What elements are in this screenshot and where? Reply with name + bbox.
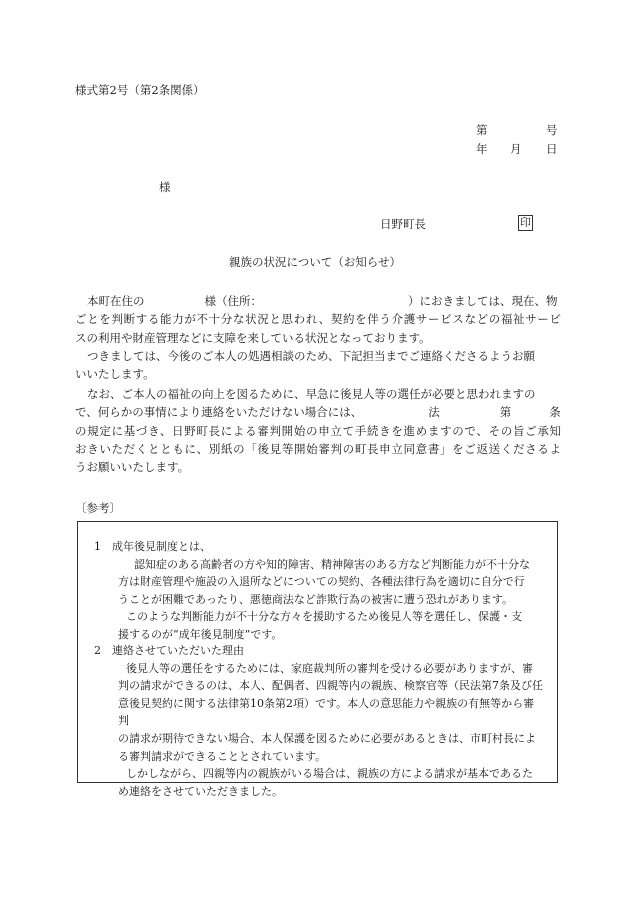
ref2-line3: 意後見契約に関する法律第10条第2項）です。本人の意思能力や親族の有無等から審判 bbox=[118, 696, 535, 728]
document-number-go: 号 bbox=[546, 123, 558, 137]
p1-resident: 本町在住の bbox=[87, 294, 145, 308]
seal-mark: 印 bbox=[520, 216, 531, 229]
p2-line1: つきましては、今後のご本人の処遇相談のため、下記担当までご連絡くださるようお願 bbox=[87, 349, 536, 363]
ref1-line1: 認知症のある高齢者の方や知的障害、精神障害のある方など判断能力が不十分な bbox=[134, 557, 530, 571]
p1-line2: ごとを判断する能力が不十分な状況と思われ、契約を伴う介護サービスなどの福祉サービ bbox=[75, 312, 561, 327]
form-number: 様式第2号（第2条関係） bbox=[75, 83, 205, 97]
ref2-line6: しかしながら、四親等内の親族がいる場合は、親族の方による請求が基本であるた bbox=[126, 767, 533, 781]
p3-law: 法 bbox=[428, 405, 440, 420]
p3-line5: うお願いいたします。 bbox=[75, 460, 190, 475]
ref1-line5: 援するのが“成年後見制度”です。 bbox=[118, 627, 283, 641]
p3-line2-a: で、何らかの事情により連絡をいただけない場合には、 bbox=[75, 405, 363, 420]
reference-label: 〔参考〕 bbox=[75, 501, 121, 515]
reference-section-1 bbox=[94, 538, 544, 644]
ref2-line7: め連絡をさせていただきました。 bbox=[118, 784, 283, 798]
date-year: 年 bbox=[476, 142, 488, 156]
p1-tail: ）におきましては、現在、物 bbox=[408, 294, 558, 308]
ref2-heading: 2 連絡させていただいた理由 bbox=[94, 644, 244, 657]
ref2-line1: 後見人等の選任をするためには、家庭裁判所の審判を受ける必要がありますが、審 bbox=[126, 661, 533, 675]
p1-address-label: 様（住所： bbox=[204, 294, 262, 308]
p3-line4: おきいただくとともに、別紙の「後見等開始審判の町長申立同意書」をご返送くださるよ bbox=[75, 441, 561, 456]
p3-article-dai: 第 bbox=[499, 405, 512, 420]
addressee-honorific: 様 bbox=[159, 180, 171, 194]
date-day: 日 bbox=[546, 142, 558, 156]
ref1-line4: このような判断能力が不十分な方々を援助するため後見人等を選任し、保護・支 bbox=[126, 610, 522, 624]
ref2-line5: る審判請求ができることとされています。 bbox=[118, 749, 327, 763]
ref1-line2: 方は財産管理や施設の入退所などについての契約、各種法律行為を適切に自分で行 bbox=[118, 575, 525, 589]
p3-line3: の規定に基づき、日野町長による審判開始の申立て手続きを進めますので、その旨ご承知 bbox=[75, 423, 561, 438]
p2-line2: いいたします。 bbox=[75, 367, 155, 382]
body-paragraph-3 bbox=[75, 385, 561, 476]
p1-line3: スの利用や財産管理などに支障を来している状況となっております。 bbox=[75, 330, 431, 345]
reference-section-2 bbox=[94, 642, 544, 800]
date-month: 月 bbox=[510, 142, 522, 156]
p3-article-jo: 条 bbox=[549, 405, 561, 420]
p3-line1: なお、ご本人の福祉の向上を図るために、早急に後見人等の選任が必要と思われますの bbox=[87, 387, 536, 401]
document-subject: 親族の状況について（お知らせ） bbox=[229, 255, 401, 269]
ref1-line3: うことが困難であったり、悪徳商法など詐欺行為の被害に遭う恐れがあります。 bbox=[118, 592, 514, 606]
ref1-heading: 1 成年後見制度とは、 bbox=[94, 540, 211, 553]
body-paragraph-1 bbox=[75, 292, 561, 347]
ref2-line4: の請求が期待できない場合、本人保護を図るために必要があるときは、市町村長によ bbox=[118, 731, 536, 745]
sender-mayor: 日野町長 bbox=[380, 217, 426, 231]
document-number-dai: 第 bbox=[476, 123, 488, 137]
ref2-line2: 判の請求ができるのは、本人、配偶者、四親等内の親族、検察官等（民法第7条及び任 bbox=[118, 679, 543, 693]
body-paragraph-2 bbox=[75, 347, 561, 384]
reference-box bbox=[77, 521, 558, 798]
